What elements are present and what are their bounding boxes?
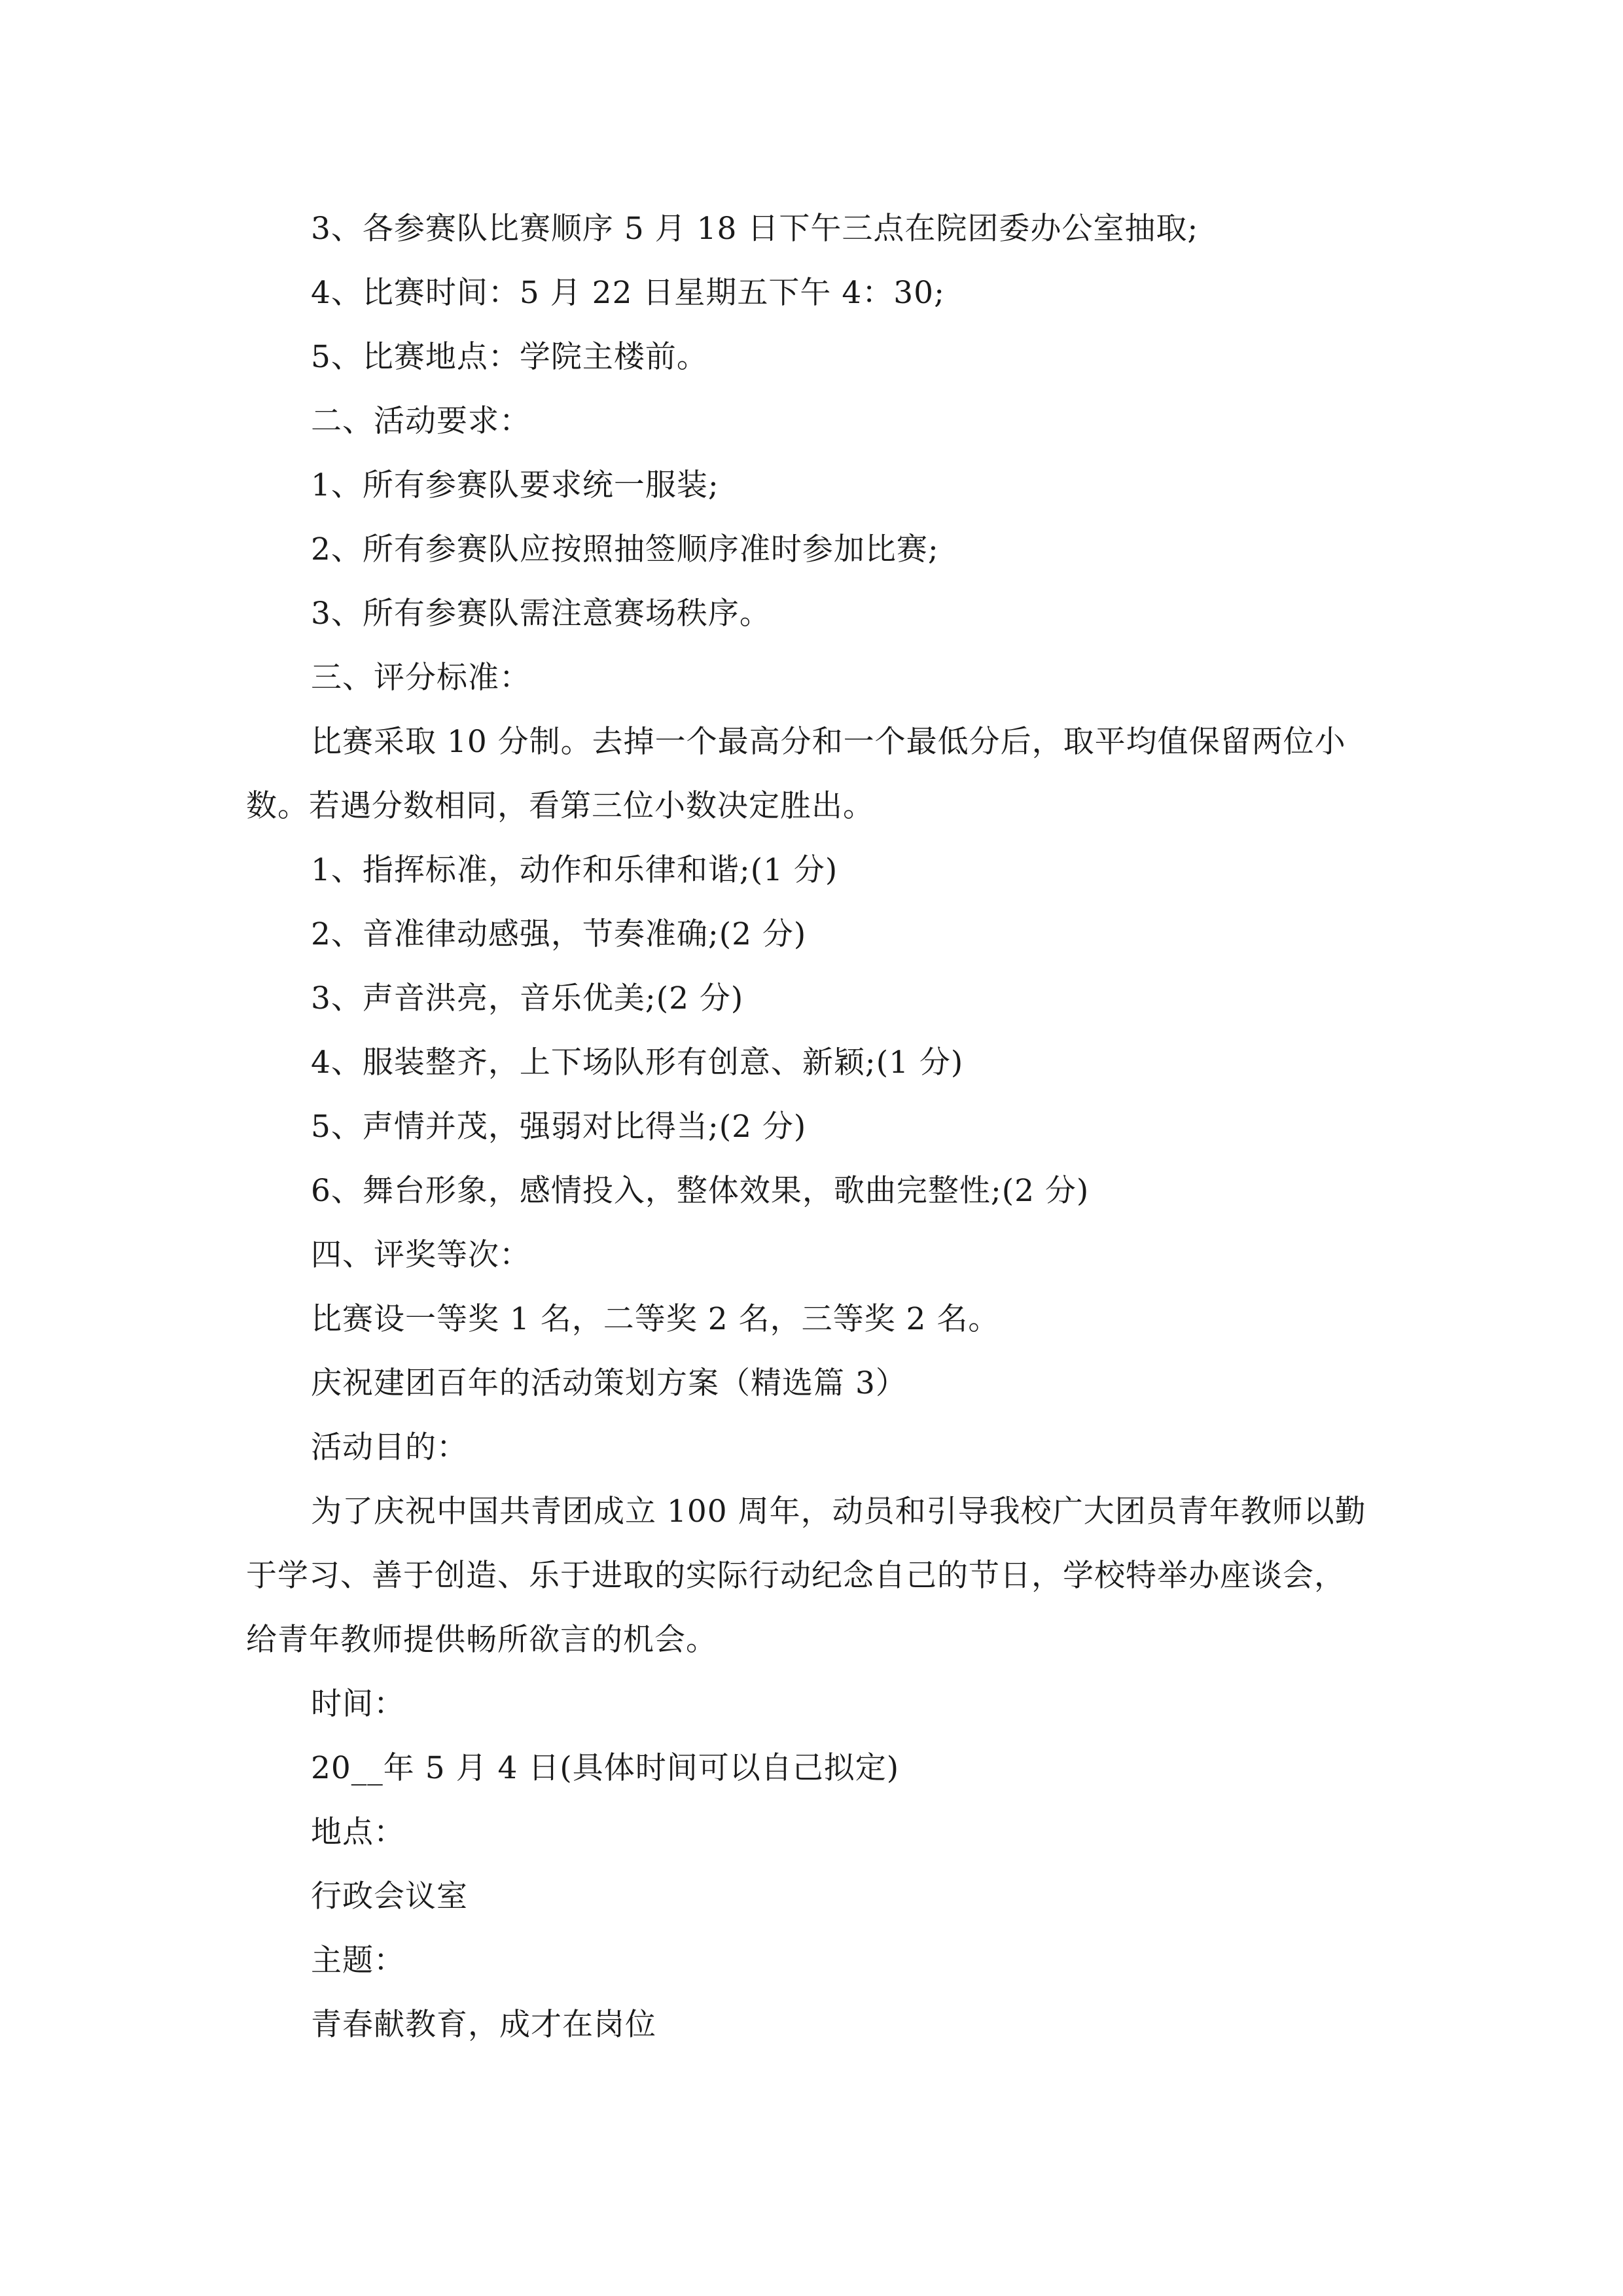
paragraph-line: 比赛设一等奖 1 名，二等奖 2 名，三等奖 2 名。 — [311, 1301, 1000, 1337]
section-heading: 三、评分标准： — [311, 660, 531, 696]
paragraph-line: 比赛采取 10 分制。去掉一个最高分和一个最低分后，取平均值保留两位小 — [311, 724, 1346, 760]
paragraph-line: 青春献教育，成才在岗位 — [311, 2007, 656, 2043]
section-heading: 二、活动要求： — [311, 403, 531, 439]
paragraph-line: 6、舞台形象，感情投入，整体效果，歌曲完整性;(2 分) — [311, 1173, 1090, 1209]
paragraph-line: 行政会议室 — [311, 1878, 468, 1914]
section-heading: 活动目的： — [311, 1429, 468, 1465]
paragraph-line: 4、比赛时间：5 月 22 日星期五下午 4：30; — [311, 275, 945, 311]
paragraph-line: 1、所有参赛队要求统一服装; — [311, 467, 719, 503]
paragraph-line: 5、比赛地点：学院主楼前。 — [311, 339, 708, 375]
paragraph-line: 2、音准律动感强，节奏准确;(2 分) — [311, 916, 807, 952]
paragraph-line: 于学习、善于创造、乐于进取的实际行动纪念自己的节日，学校特举办座谈会， — [246, 1558, 1346, 1594]
paragraph-line: 4、服装整齐，上下场队形有创意、新颖;(1 分) — [311, 1045, 964, 1081]
section-heading: 四、评奖等次： — [311, 1237, 531, 1273]
paragraph-line: 3、声音洪亮，音乐优美;(2 分) — [311, 980, 744, 1016]
paragraph-line: 5、声情并茂，强弱对比得当;(2 分) — [311, 1109, 807, 1145]
paragraph-line: 3、所有参赛队需注意赛场秩序。 — [311, 596, 771, 632]
section-title: 庆祝建团百年的活动策划方案（精选篇 3） — [311, 1365, 907, 1401]
paragraph-line: 数。若遇分数相同，看第三位小数决定胜出。 — [246, 788, 874, 824]
section-heading: 主题： — [311, 1943, 405, 1979]
paragraph-line: 2、所有参赛队应按照抽签顺序准时参加比赛; — [311, 531, 939, 567]
paragraph-line: 3、各参赛队比赛顺序 5 月 18 日下午三点在院团委办公室抽取; — [311, 211, 1199, 247]
section-heading: 地点： — [311, 1814, 405, 1850]
paragraph-line: 20__年 5 月 4 日(具体时间可以自己拟定) — [311, 1750, 900, 1786]
paragraph-line: 给青年教师提供畅所欲言的机会。 — [246, 1622, 717, 1658]
section-heading: 时间： — [311, 1686, 405, 1722]
paragraph-line: 为了庆祝中国共青团成立 100 周年，动员和引导我校广大团员青年教师以勤 — [311, 1494, 1366, 1530]
paragraph-line: 1、指挥标准，动作和乐律和谐;(1 分) — [311, 852, 838, 888]
